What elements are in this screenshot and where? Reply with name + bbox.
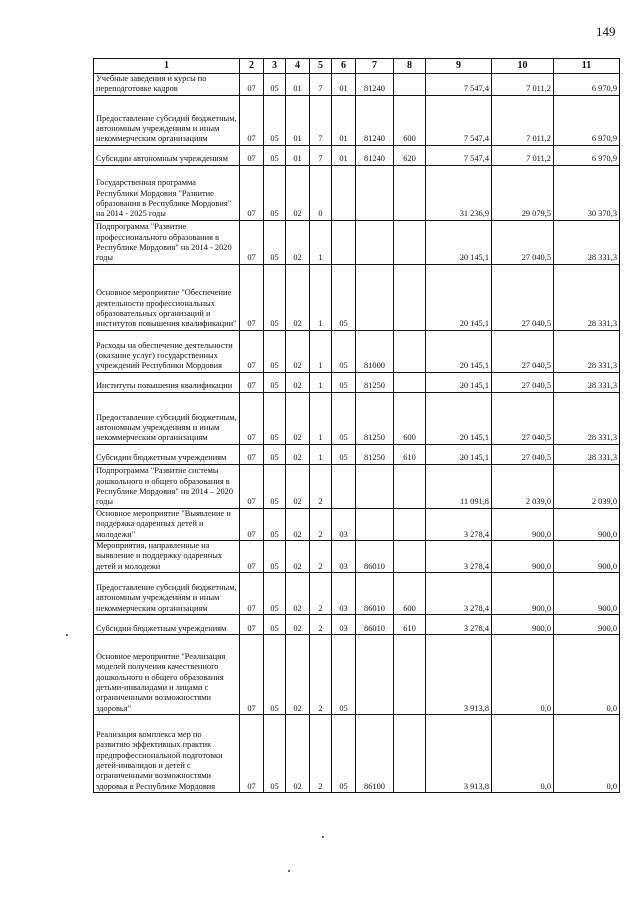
cell-activity: 01	[332, 74, 356, 96]
cell-activity: 01	[332, 95, 356, 145]
cell-subprogram: 7	[310, 95, 332, 145]
column-header: 7	[356, 59, 394, 74]
cell-name: Основное мероприятие "Обеспечение деятельности профессиональных образовательных организаций и институтов повышения квалификации"	[94, 264, 240, 330]
cell-subprogram: 1	[310, 444, 332, 464]
column-header: 1	[94, 59, 240, 74]
table-row	[94, 715, 620, 793]
cell-subprogram: 1	[310, 220, 332, 264]
scan-speck	[322, 836, 324, 838]
cell-subsection: 05	[264, 715, 286, 793]
cell-section: 07	[240, 330, 264, 372]
cell-direction: 81250	[356, 392, 394, 444]
cell-program: 02	[286, 444, 310, 464]
column-header: 10	[492, 59, 554, 74]
cell-section: 07	[240, 508, 264, 540]
cell-amount-1: 7 547,4	[426, 95, 492, 145]
cell-section: 07	[240, 372, 264, 392]
cell-subprogram: 7	[310, 145, 332, 165]
cell-amount-3: 2 039,0	[554, 464, 620, 508]
cell-direction	[356, 220, 394, 264]
cell-expense-type	[394, 372, 426, 392]
cell-expense-type	[394, 165, 426, 220]
table-row	[94, 573, 620, 615]
cell-expense-type	[394, 541, 426, 573]
table-header-row	[94, 59, 620, 74]
cell-direction: 81240	[356, 74, 394, 96]
cell-amount-2: 0,0	[492, 635, 554, 715]
table-row	[94, 264, 620, 330]
cell-amount-2: 7 011,2	[492, 145, 554, 165]
cell-expense-type	[394, 264, 426, 330]
cell-subprogram: 1	[310, 330, 332, 372]
cell-name: Подпрограмма "Развитие профессионального образования в Республике Мордовия" на 2014 - 2020 годы	[94, 220, 240, 264]
cell-amount-3: 28 331,3	[554, 264, 620, 330]
cell-activity: 03	[332, 573, 356, 615]
cell-expense-type	[394, 74, 426, 96]
cell-amount-1: 3 913,8	[426, 635, 492, 715]
column-header: 2	[240, 59, 264, 74]
cell-section: 07	[240, 541, 264, 573]
cell-subprogram: 0	[310, 165, 332, 220]
cell-direction: 81250	[356, 444, 394, 464]
cell-activity: 01	[332, 145, 356, 165]
cell-amount-3: 28 331,3	[554, 444, 620, 464]
cell-activity: 05	[332, 330, 356, 372]
column-header: 3	[264, 59, 286, 74]
cell-activity	[332, 220, 356, 264]
table-row	[94, 165, 620, 220]
cell-expense-type: 610	[394, 444, 426, 464]
cell-amount-2: 27 040,5	[492, 392, 554, 444]
cell-subprogram: 7	[310, 74, 332, 96]
cell-section: 07	[240, 264, 264, 330]
cell-amount-3: 28 331,3	[554, 392, 620, 444]
cell-program: 01	[286, 74, 310, 96]
table-row	[94, 392, 620, 444]
cell-direction	[356, 508, 394, 540]
cell-subsection: 05	[264, 330, 286, 372]
cell-program: 02	[286, 573, 310, 615]
cell-section: 07	[240, 145, 264, 165]
cell-direction: 86010	[356, 573, 394, 615]
cell-section: 07	[240, 392, 264, 444]
cell-amount-2: 27 040,5	[492, 264, 554, 330]
cell-activity: 03	[332, 508, 356, 540]
cell-direction: 81000	[356, 330, 394, 372]
table-row	[94, 145, 620, 165]
cell-amount-1: 20 145,1	[426, 444, 492, 464]
cell-amount-2: 0,0	[492, 715, 554, 793]
column-header: 8	[394, 59, 426, 74]
cell-amount-1: 20 145,1	[426, 330, 492, 372]
cell-subsection: 05	[264, 145, 286, 165]
cell-direction	[356, 264, 394, 330]
cell-subsection: 05	[264, 615, 286, 635]
cell-amount-1: 20 145,1	[426, 220, 492, 264]
cell-subprogram: 2	[310, 715, 332, 793]
cell-program: 02	[286, 392, 310, 444]
cell-direction: 81250	[356, 372, 394, 392]
cell-amount-3: 28 331,3	[554, 372, 620, 392]
column-header: 9	[426, 59, 492, 74]
cell-amount-2: 2 039,0	[492, 464, 554, 508]
cell-subsection: 05	[264, 541, 286, 573]
cell-subsection: 05	[264, 165, 286, 220]
cell-amount-1: 3 278,4	[426, 615, 492, 635]
cell-section: 07	[240, 615, 264, 635]
cell-activity: 05	[332, 264, 356, 330]
cell-amount-2: 900,0	[492, 615, 554, 635]
cell-program: 02	[286, 264, 310, 330]
cell-amount-3: 28 331,3	[554, 330, 620, 372]
cell-expense-type	[394, 508, 426, 540]
cell-amount-2: 900,0	[492, 508, 554, 540]
cell-subprogram: 2	[310, 635, 332, 715]
cell-activity: 05	[332, 392, 356, 444]
column-header: 5	[310, 59, 332, 74]
cell-activity	[332, 464, 356, 508]
cell-name: Предоставление субсидий бюджетным, автономным учреждениям и иным некоммерческим организациям	[94, 573, 240, 615]
cell-amount-1: 20 145,1	[426, 392, 492, 444]
cell-amount-3: 900,0	[554, 615, 620, 635]
page-number: 149	[596, 24, 616, 39]
cell-section: 07	[240, 464, 264, 508]
table-row	[94, 508, 620, 540]
cell-direction: 86100	[356, 715, 394, 793]
cell-subsection: 05	[264, 573, 286, 615]
cell-expense-type: 610	[394, 615, 426, 635]
cell-expense-type	[394, 635, 426, 715]
cell-program: 01	[286, 95, 310, 145]
table-row	[94, 220, 620, 264]
cell-section: 07	[240, 715, 264, 793]
cell-section: 07	[240, 220, 264, 264]
cell-name: Субсидии бюджетным учреждениям	[94, 615, 240, 635]
cell-subsection: 05	[264, 392, 286, 444]
cell-program: 01	[286, 145, 310, 165]
table-row	[94, 444, 620, 464]
cell-name: Институты повышения квалификации	[94, 372, 240, 392]
cell-subprogram: 2	[310, 573, 332, 615]
cell-program: 02	[286, 464, 310, 508]
cell-expense-type	[394, 220, 426, 264]
cell-name: Государственная программа Республики Мордовия "Развитие образования в Республике Мордовия" на 2014 - 2025 годы	[94, 165, 240, 220]
cell-subsection: 05	[264, 464, 286, 508]
cell-name: Субсидии автономным учреждениям	[94, 145, 240, 165]
cell-program: 02	[286, 635, 310, 715]
cell-name: Мероприятия, направленные на выявление и поддержку одаренных детей и молодежи	[94, 541, 240, 573]
cell-section: 07	[240, 444, 264, 464]
column-header: 11	[554, 59, 620, 74]
cell-subprogram: 1	[310, 264, 332, 330]
cell-program: 02	[286, 615, 310, 635]
cell-amount-2: 7 011,2	[492, 95, 554, 145]
cell-program: 02	[286, 541, 310, 573]
cell-subprogram: 2	[310, 615, 332, 635]
cell-subprogram: 2	[310, 508, 332, 540]
table-row	[94, 464, 620, 508]
cell-direction	[356, 165, 394, 220]
cell-section: 07	[240, 165, 264, 220]
cell-amount-2: 27 040,5	[492, 444, 554, 464]
cell-amount-3: 6 970,9	[554, 95, 620, 145]
cell-section: 07	[240, 95, 264, 145]
cell-amount-1: 3 278,4	[426, 541, 492, 573]
cell-amount-1: 7 547,4	[426, 145, 492, 165]
column-header: 4	[286, 59, 310, 74]
scan-speck	[66, 634, 68, 636]
cell-amount-1: 3 278,4	[426, 508, 492, 540]
cell-subsection: 05	[264, 264, 286, 330]
cell-amount-3: 6 970,9	[554, 74, 620, 96]
cell-amount-2: 27 040,5	[492, 372, 554, 392]
scan-speck	[288, 870, 290, 872]
cell-subprogram: 2	[310, 541, 332, 573]
cell-direction: 81240	[356, 95, 394, 145]
cell-name: Предоставление субсидий бюджетным, автономным учреждениям и иным некоммерческим организациям	[94, 95, 240, 145]
cell-program: 02	[286, 715, 310, 793]
cell-expense-type	[394, 330, 426, 372]
cell-amount-1: 7 547,4	[426, 74, 492, 96]
cell-activity: 03	[332, 541, 356, 573]
cell-activity: 05	[332, 635, 356, 715]
cell-direction: 86010	[356, 615, 394, 635]
cell-name: Основное мероприятие "Реализация моделей получения качественного дошкольного и общего образования детьми-инвалидами и лицами с ограниченными возможностями здоровья"	[94, 635, 240, 715]
table-row	[94, 541, 620, 573]
cell-name: Учебные заведения и курсы по переподготовке кадров	[94, 74, 240, 96]
table-body	[94, 74, 620, 793]
cell-amount-2: 29 079,5	[492, 165, 554, 220]
cell-expense-type: 600	[394, 392, 426, 444]
cell-subsection: 05	[264, 508, 286, 540]
cell-amount-2: 900,0	[492, 541, 554, 573]
cell-direction: 81240	[356, 145, 394, 165]
table-row	[94, 330, 620, 372]
cell-direction	[356, 464, 394, 508]
cell-subprogram: 1	[310, 372, 332, 392]
cell-subprogram: 2	[310, 464, 332, 508]
cell-name: Субсидии бюджетным учреждениям	[94, 444, 240, 464]
cell-amount-2: 900,0	[492, 573, 554, 615]
cell-activity	[332, 165, 356, 220]
table-row	[94, 372, 620, 392]
cell-subsection: 05	[264, 635, 286, 715]
cell-amount-3: 6 970,9	[554, 145, 620, 165]
cell-activity: 03	[332, 615, 356, 635]
cell-subsection: 05	[264, 220, 286, 264]
cell-amount-1: 3 278,4	[426, 573, 492, 615]
table-row	[94, 635, 620, 715]
cell-amount-3: 0,0	[554, 635, 620, 715]
cell-section: 07	[240, 573, 264, 615]
cell-subsection: 05	[264, 444, 286, 464]
cell-program: 02	[286, 330, 310, 372]
cell-amount-3: 30 370,3	[554, 165, 620, 220]
cell-activity: 05	[332, 715, 356, 793]
cell-direction: 86010	[356, 541, 394, 573]
cell-activity: 05	[332, 372, 356, 392]
cell-amount-1: 20 145,1	[426, 372, 492, 392]
column-header: 6	[332, 59, 356, 74]
cell-amount-3: 900,0	[554, 541, 620, 573]
cell-subprogram: 1	[310, 392, 332, 444]
cell-expense-type	[394, 715, 426, 793]
cell-name: Реализация комплекса мер по развитию эффективных практик предпрофессиональной подготовки детей-инвалидов и детей с ограниченными возможностями здоровья в Республике Мордовия	[94, 715, 240, 793]
cell-program: 02	[286, 165, 310, 220]
cell-subsection: 05	[264, 372, 286, 392]
cell-amount-3: 900,0	[554, 573, 620, 615]
cell-amount-2: 27 040,5	[492, 330, 554, 372]
cell-name: Основное мероприятие "Выявление и поддержка одаренных детей и молодежи"	[94, 508, 240, 540]
cell-amount-2: 27 040,5	[492, 220, 554, 264]
cell-name: Подпрограмма "Развитие системы дошкольного и общего образования в Республике Мордовия" на 2014 – 2020 годы	[94, 464, 240, 508]
cell-program: 02	[286, 220, 310, 264]
cell-name: Расходы на обеспечение деятельности (оказание услуг) государственных учреждений Республики Мордовия	[94, 330, 240, 372]
cell-amount-1: 3 913,8	[426, 715, 492, 793]
cell-program: 02	[286, 508, 310, 540]
cell-subsection: 05	[264, 95, 286, 145]
cell-program: 02	[286, 372, 310, 392]
cell-amount-1: 20 145,1	[426, 264, 492, 330]
cell-expense-type: 600	[394, 573, 426, 615]
cell-direction	[356, 635, 394, 715]
table-row	[94, 74, 620, 96]
cell-expense-type	[394, 464, 426, 508]
cell-amount-1: 31 236,9	[426, 165, 492, 220]
cell-expense-type: 620	[394, 145, 426, 165]
cell-amount-3: 900,0	[554, 508, 620, 540]
cell-expense-type: 600	[394, 95, 426, 145]
cell-activity: 05	[332, 444, 356, 464]
cell-subsection: 05	[264, 74, 286, 96]
cell-amount-3: 28 331,3	[554, 220, 620, 264]
cell-section: 07	[240, 635, 264, 715]
table-row	[94, 615, 620, 635]
table-row	[94, 95, 620, 145]
budget-table	[93, 58, 620, 793]
cell-amount-3: 0,0	[554, 715, 620, 793]
cell-name: Предоставление субсидий бюджетным, автономным учреждениям и иным некоммерческим организациям	[94, 392, 240, 444]
cell-amount-2: 7 011,2	[492, 74, 554, 96]
cell-amount-1: 11 091,8	[426, 464, 492, 508]
cell-section: 07	[240, 74, 264, 96]
